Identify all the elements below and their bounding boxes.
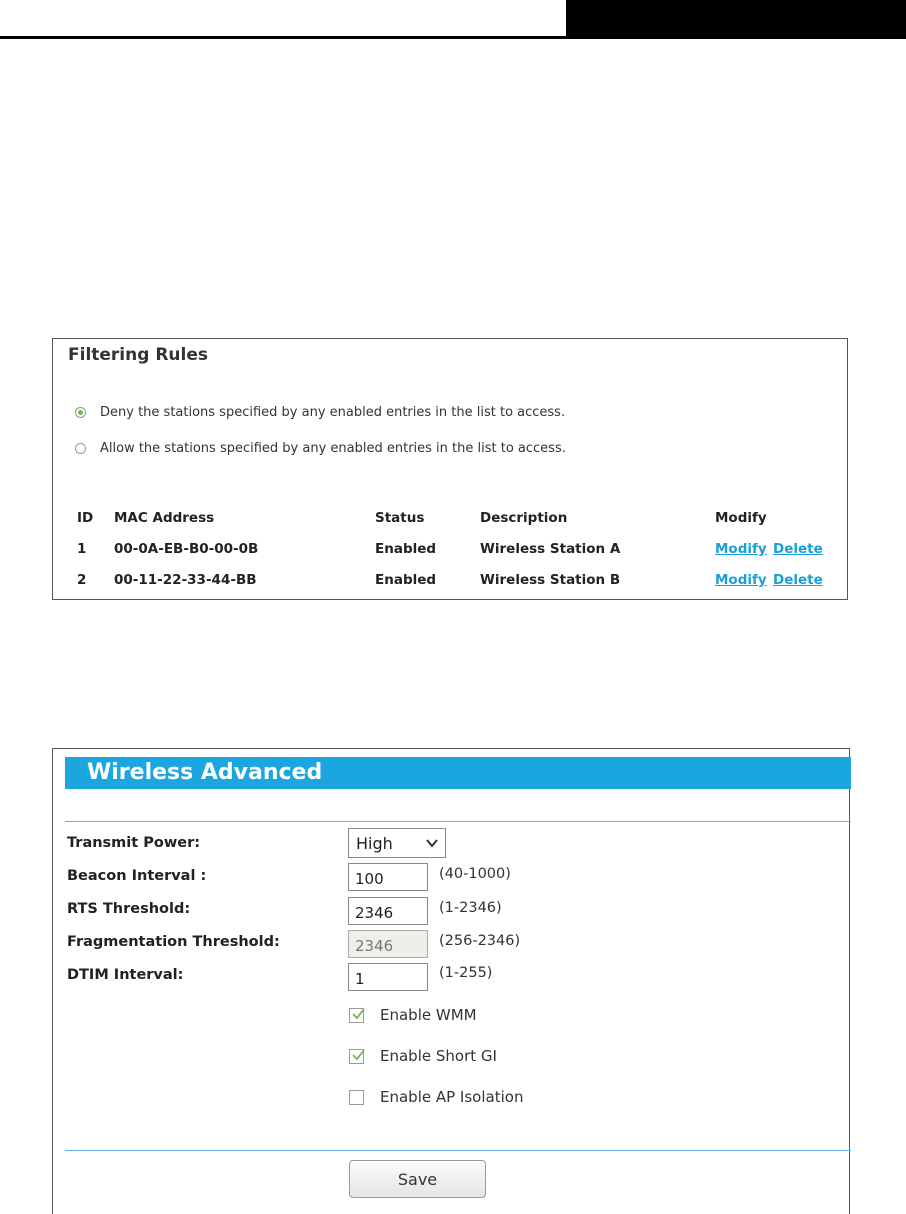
dtim-interval-label: DTIM Interval:: [67, 967, 184, 983]
row-id: 1: [77, 541, 87, 557]
short-gi-checkbox[interactable]: [349, 1049, 364, 1064]
col-status: Status: [375, 510, 425, 526]
ap-isolation-option[interactable]: [349, 1088, 523, 1106]
modify-link[interactable]: Modify: [715, 572, 767, 588]
transmit-power-value: High: [356, 834, 393, 853]
filtering-rules-panel: [52, 338, 848, 600]
transmit-power-select[interactable]: [348, 828, 446, 858]
check-icon: [350, 1006, 366, 1022]
allow-radio[interactable]: [75, 443, 86, 454]
col-id: ID: [77, 510, 94, 526]
divider: [65, 1150, 851, 1151]
row-status: Enabled: [375, 572, 437, 588]
short-gi-option[interactable]: [349, 1047, 497, 1065]
col-description: Description: [480, 510, 568, 526]
modify-link[interactable]: Modify: [715, 541, 767, 557]
header-block: [566, 0, 906, 39]
fragmentation-threshold-label: Fragmentation Threshold:: [67, 934, 280, 950]
row-id: 2: [77, 572, 87, 588]
filtering-rules-title: Filtering Rules: [68, 345, 208, 365]
beacon-interval-label: Beacon Interval :: [67, 868, 207, 884]
wmm-checkbox[interactable]: [349, 1008, 364, 1023]
row-description: Wireless Station B: [480, 572, 621, 588]
col-modify: Modify: [715, 510, 767, 526]
row-mac: 00-11-22-33-44-BB: [114, 572, 257, 588]
dtim-interval-input[interactable]: 1: [348, 963, 428, 991]
allow-label: Allow the stations specified by any enabled entries in the list to access.: [100, 440, 566, 456]
beacon-interval-input[interactable]: 100: [348, 863, 428, 891]
row-description: Wireless Station A: [480, 541, 621, 557]
deny-radio[interactable]: [75, 407, 86, 418]
row-mac: 00-0A-EB-B0-00-0B: [114, 541, 259, 557]
save-button[interactable]: Save: [349, 1160, 486, 1198]
chevron-down-icon: [425, 836, 439, 850]
rts-threshold-input[interactable]: 2346: [348, 897, 428, 925]
deny-label: Deny the stations specified by any enabled entries in the list to access.: [100, 404, 566, 420]
short-gi-label: Enable Short GI: [380, 1047, 497, 1065]
delete-link[interactable]: Delete: [773, 572, 823, 588]
transmit-power-label: Transmit Power:: [67, 835, 201, 851]
col-mac: MAC Address: [114, 510, 215, 526]
wireless-advanced-panel: [52, 748, 850, 1214]
deny-option[interactable]: [75, 402, 565, 422]
wmm-option[interactable]: [349, 1006, 477, 1024]
rts-threshold-label: RTS Threshold:: [67, 901, 191, 917]
ap-isolation-checkbox[interactable]: [349, 1090, 364, 1105]
delete-link[interactable]: Delete: [773, 541, 823, 557]
ap-isolation-label: Enable AP Isolation: [380, 1088, 524, 1106]
allow-option[interactable]: [75, 438, 566, 458]
rts-threshold-range: (1-2346): [439, 900, 502, 916]
table-header: [53, 508, 849, 530]
table-row: [53, 539, 849, 561]
beacon-interval-range: (40-1000): [439, 866, 511, 882]
wireless-advanced-title: Wireless Advanced: [65, 757, 851, 789]
table-row: [53, 570, 849, 592]
check-icon: [350, 1047, 366, 1063]
row-status: Enabled: [375, 541, 437, 557]
wmm-label: Enable WMM: [380, 1006, 477, 1024]
fragmentation-threshold-range: (256-2346): [439, 933, 521, 949]
divider: [65, 821, 851, 822]
fragmentation-threshold-input: 2346: [348, 930, 428, 958]
dtim-interval-range: (1-255): [439, 965, 493, 981]
